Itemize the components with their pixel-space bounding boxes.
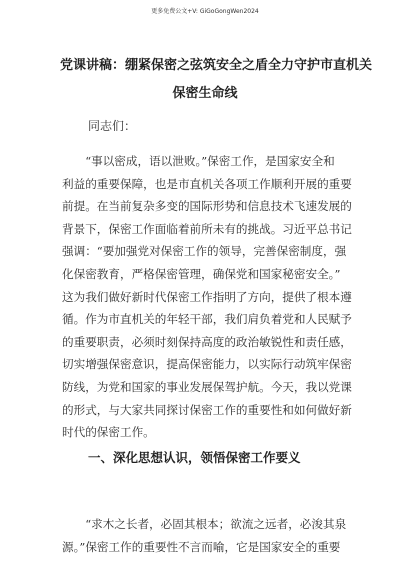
paragraph-line: 前提。在当前复杂多变的国际形势和信息技术飞速发展的 bbox=[62, 199, 352, 214]
paragraph-line: 这为我们做好新时代保密工作指明了方向，提供了根本遵 bbox=[62, 289, 352, 304]
salutation: 同志们： bbox=[88, 119, 137, 133]
header-note: 更多免费公文+V: GiGoGongWen2024 bbox=[151, 8, 259, 15]
section-heading: 一、深化思想认识，领悟保密工作要义 bbox=[88, 450, 301, 465]
paragraph-line: 循。作为市直机关的年轻干部，我们肩负着党和人民赋予 bbox=[62, 312, 352, 327]
paragraph-section1 bbox=[62, 513, 350, 558]
paragraph-intro bbox=[62, 150, 350, 444]
paragraph-line: 时代的保密工作。 bbox=[62, 425, 155, 440]
paragraph-line: 背景下，保密工作面临着前所未有的挑战。习近平总书记 bbox=[62, 221, 352, 236]
paragraph-line: 化保密教育，严格保密管理，确保党和国家秘密安全。” bbox=[62, 266, 341, 281]
paragraph-line: 的重要职责，必须时刻保持高度的政治敏锐性和责任感， bbox=[62, 334, 352, 349]
paragraph-line: 的形式，与大家共同探讨保密工作的重要性和如何做好新 bbox=[62, 402, 352, 417]
document-title bbox=[60, 52, 373, 108]
paragraph-line: 利益的重要保障，也是市直机关各项工作顺利开展的重要 bbox=[62, 176, 352, 191]
paragraph-line: 源。”保密工作的重要性不言而喻，它是国家安全的重要 bbox=[62, 539, 341, 554]
paragraph-line: 切实增强保密意识，提高保密能力，以实际行动筑牢保密 bbox=[62, 357, 352, 372]
paragraph-line: “事以密成，语以泄败。”保密工作，是国家安全和 bbox=[62, 154, 335, 168]
title-line: 保密生命线 bbox=[172, 86, 238, 101]
title-line: 党课讲稿：绷紧保密之弦筑安全之盾全力守护市直机关 bbox=[60, 58, 373, 73]
paragraph-line: 强调：“要加强党对保密工作的领导，完善保密制度，强 bbox=[62, 244, 347, 259]
paragraph-line: “求木之长者，必固其根本；欲流之远者，必浚其泉 bbox=[62, 517, 347, 531]
paragraph-line: 防线，为党和国家的事业发展保驾护航。今天，我以党课 bbox=[62, 379, 352, 394]
